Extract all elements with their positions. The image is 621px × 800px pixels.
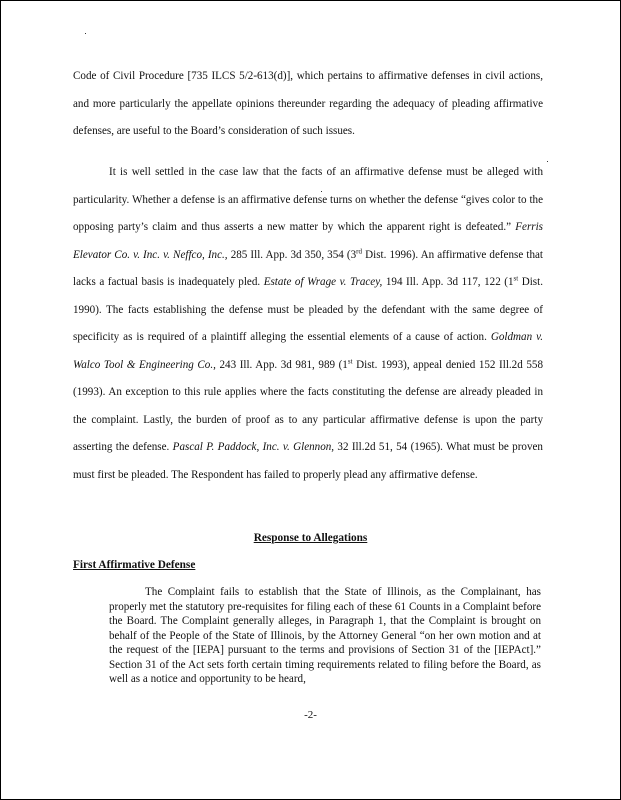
ordinal-sup: st (513, 274, 519, 283)
page-number: -2- (304, 709, 317, 721)
citation-wrage-end: Dist. 1990). The facts establishing the defense must be pleaded by the defendant with the same degree of specificity as is required of a plaintiff alleging the essential elements of a cause of action. (73, 276, 543, 344)
citation-ferris: 285 Ill. App. 3d 350, 354 (3 (230, 248, 357, 261)
section-heading-first-defense: First Affirmative Defense (73, 559, 196, 571)
case-paddock: Pascal P. Paddock, Inc. v. Glennon, (172, 441, 335, 454)
case-wrage: Estate of Wrage v. Tracey, (263, 276, 383, 289)
paragraph-affirmative-defense-law (73, 159, 543, 490)
citation-paddock-end: 32 Ill.2d 51, 54 (1965). What must be proven must first be pleaded. The Respondent has failed to properly plead any affirmative defense. (73, 441, 543, 482)
citation-goldman: 243 Ill. App. 3d 981, 989 (1 (219, 358, 348, 371)
section-heading-response: Response to Allegations (253, 532, 368, 544)
case-goldman: Goldman v. Walco Tool & Engineering Co., (73, 331, 543, 371)
paragraph-intro: Code of Civil Procedure [735 ILCS 5/2-613(d)], which pertains to affirmative defenses in civil actions, and more particularly the appellate opinions thereunder regarding the adequacy of pleading affirmative defenses, are useful to the Board’s consideration of such issues. (73, 70, 543, 138)
citation-wrage: 194 Ill. App. 3d 117, 122 (1 (385, 276, 514, 289)
scan-speck (547, 161, 548, 162)
case-ferris: Ferris Elevator Co. v. Inc. v. Neffco, Inc., (73, 221, 543, 261)
ordinal-sup: rd (356, 246, 362, 255)
citation-ferris-end: Dist. 1996). An affirmative defense that lacks a factual basis is inadequately pled. (73, 248, 543, 289)
scan-speck (85, 33, 86, 34)
p2-sentence: It is well settled in the case law that the facts of an affirmative defense must be alleged with particularity. Whether a defense is an affirmative defense turns on whether the defense “gives color to the opposing party’s claim and thus asserts a new matter by which the apparent right is defeated.” (73, 166, 543, 234)
citation-goldman-end: Dist. 1993), appeal denied 152 Ill.2d 558 (1993). An exception to this rule applies where the facts constituting the defense are already pleaded in the complaint. Lastly, the burden of proof as to any particular affirmative defense is upon the party asserting the defense. (73, 358, 543, 454)
indented-paragraph-text: The Complaint fails to establish that the State of Illinois, as the Complainant, has properly met the statutory pre-requisites for filing each of these 61 Counts in a Complaint before the Board. The Complaint generally alleges, in Paragraph 1, that the Complaint is brought on behalf of the People of the State of Illinois, by the Attorney General “on her own motion and at the request of the [IEPA] pursuant to the terms and provisions of Section 31 of the [IEPAct].” Section 31 of the Act sets forth certain timing requirements related to filing before the Board, as well as a notice and opportunity to be heard, (109, 586, 541, 685)
indented-paragraph (109, 585, 541, 687)
ordinal-sup: st (347, 357, 353, 366)
